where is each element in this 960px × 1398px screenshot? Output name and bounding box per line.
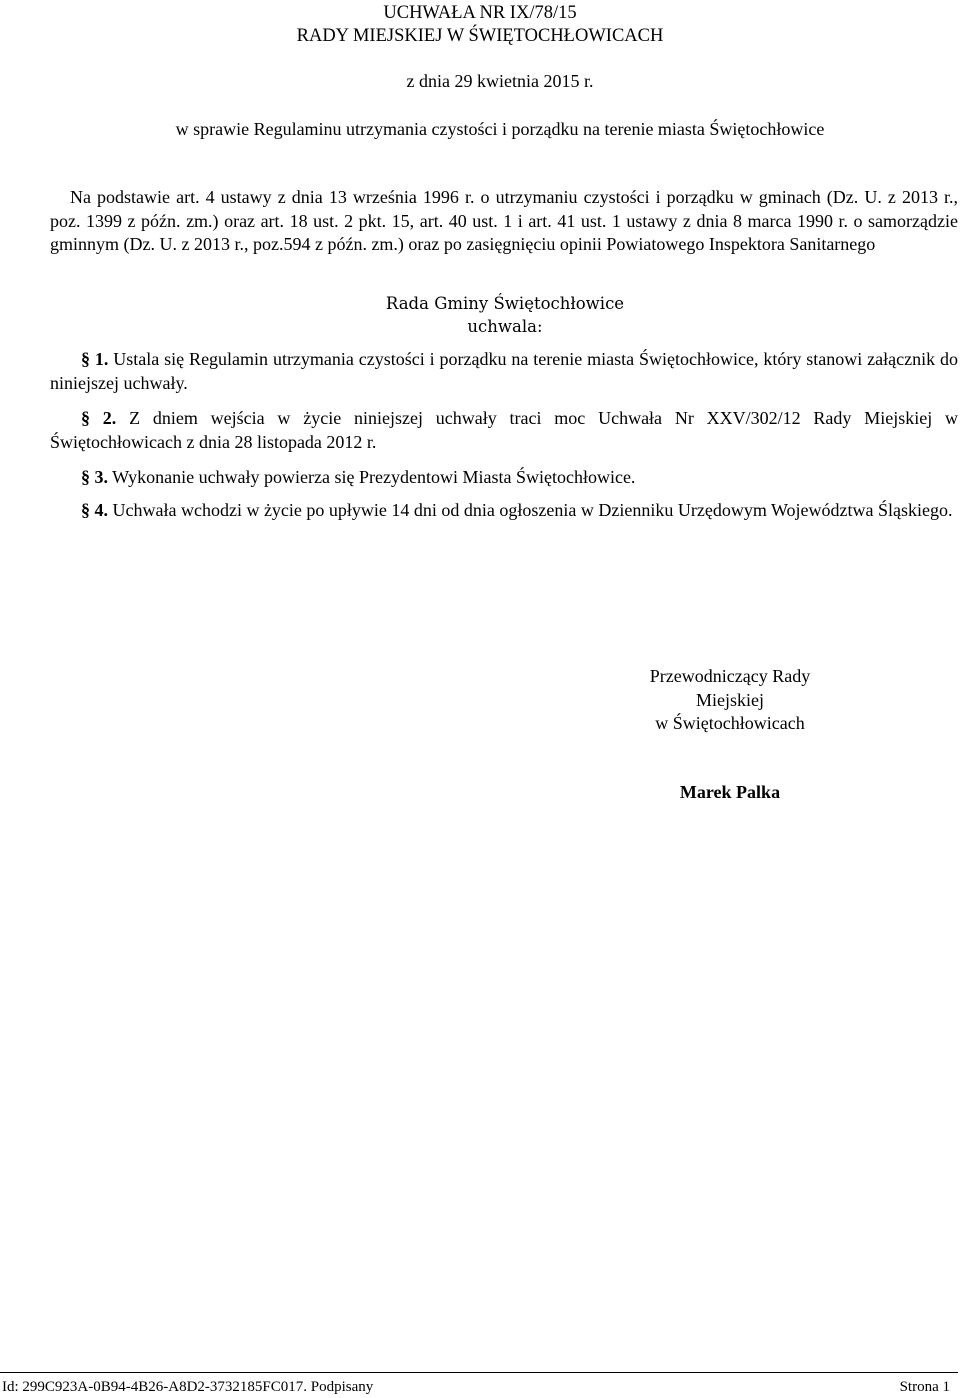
title-line-2: RADY MIEJSKIEJ W ŚWIĘTOCHŁOWICACH bbox=[296, 26, 664, 46]
signature-block bbox=[600, 665, 860, 736]
paragraph-1 bbox=[50, 348, 958, 395]
paragraph-1-number: § 1. bbox=[81, 349, 109, 369]
document-subject: w sprawie Regulaminu utrzymania czystości i porządku na terenie miasta Świętochłowice bbox=[175, 119, 825, 139]
paragraph-2 bbox=[50, 407, 958, 454]
paragraph-1-text: Ustala się Regulamin utrzymania czystości i porządku na terenie miasta Świętochłowice, który stanowi załącznik do niniejszej uchwały. bbox=[50, 349, 959, 393]
page-footer bbox=[0, 1372, 958, 1395]
document-id: Id: 299C923A-0B94-4B26-A8D2-3732185FC017. Podpisany bbox=[2, 1379, 374, 1395]
page-number: Strona 1 bbox=[899, 1379, 950, 1395]
signature-title-line-2: Miejskiej bbox=[696, 689, 764, 710]
paragraph-4-number: § 4. bbox=[81, 500, 108, 520]
paragraph-2-text: Z dniem wejścia w życie niniejszej uchwały traci moc Uchwała Nr XXV/302/12 Rady Miejskiej w Świętochłowicach z dnia 28 listopada 2012 r. bbox=[50, 408, 958, 452]
paragraph-3-text: Wykonanie uchwały powierza się Prezydentowi Miasta Świętochłowice. bbox=[108, 467, 636, 487]
legal-basis-preamble: Na podstawie art. 4 ustawy z dnia 13 września 1996 r. o utrzymaniu czystości i porządku w gminach (Dz. U. z 2013 r., poz. 1399 z późn. zm.) oraz art. 18 ust. 2 pkt. 15, art. 40 ust. 1 i art. 41 ust. 1 ustawy z dnia 8 marca 1990 r. o samorządzie gminnym (Dz. U. z 2013 r., poz.594 z późn. zm.) oraz po zasięgnięciu opinii Powiatowego Inspektora Sanitarnego bbox=[50, 187, 958, 254]
signature-title-line-3: w Świętochłowicach bbox=[655, 713, 805, 733]
paragraph-3 bbox=[50, 466, 958, 490]
signer-name: Marek Palka bbox=[679, 782, 781, 802]
paragraph-2-number: § 2. bbox=[81, 408, 117, 428]
document-date: z dnia 29 kwietnia 2015 r. bbox=[406, 71, 594, 91]
signature-title-line-1: Przewodniczący Rady bbox=[649, 666, 811, 686]
council-block bbox=[0, 292, 960, 338]
title-line-1: UCHWAŁA NR IX/78/15 bbox=[383, 3, 577, 23]
paragraph-3-number: § 3. bbox=[81, 467, 108, 487]
paragraph-4-text: Uchwała wchodzi w życie po upływie 14 dni od dnia ogłoszenia w Dzienniku Urzędowym Województwa Śląskiego. bbox=[108, 500, 953, 520]
council-resolves: uchwala: bbox=[467, 317, 543, 336]
council-name: Rada Gminy Świętochłowice bbox=[385, 294, 625, 313]
document-title bbox=[0, 2, 960, 48]
paragraph-4 bbox=[50, 499, 958, 523]
